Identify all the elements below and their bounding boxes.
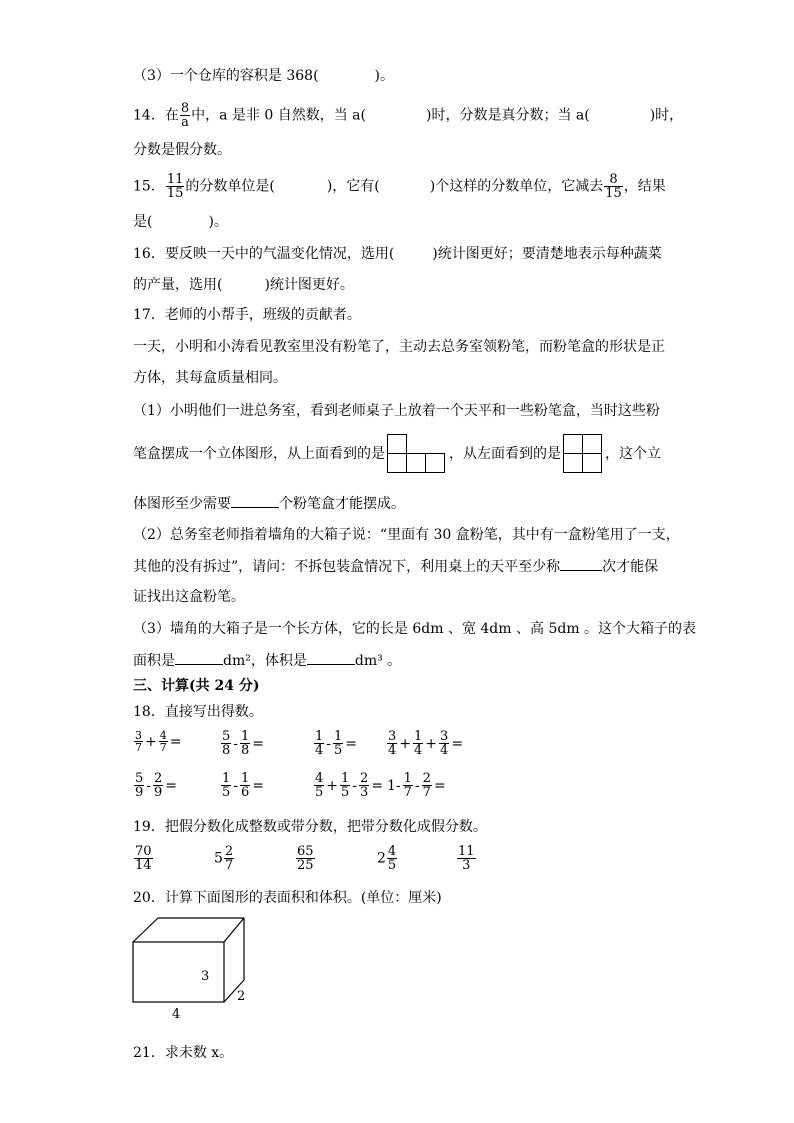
fraction <box>153 772 163 799</box>
q21-title: 21．求未数 x。 <box>133 1045 234 1061</box>
expression-r2-c4 <box>386 772 447 799</box>
expression-r1-c1 <box>133 730 182 753</box>
q14-line2: 分数是假分数。 <box>133 142 231 158</box>
operator: = <box>252 777 265 794</box>
fraction-denominator: 8 <box>222 743 231 758</box>
q17-part3-text-a: 面积是 <box>133 653 175 669</box>
fraction-denominator: 3 <box>457 858 476 872</box>
fraction <box>134 845 153 872</box>
operator: = <box>371 777 384 794</box>
answer-blank <box>175 650 223 665</box>
q19-number-4 <box>377 845 398 872</box>
operator: + <box>425 735 438 752</box>
cuboid-figure <box>126 912 266 1022</box>
fraction-denominator: 5 <box>387 858 397 873</box>
operator: - <box>352 777 358 794</box>
fraction-numerator: 8 <box>180 101 190 116</box>
fraction-denominator: 7 <box>422 785 431 800</box>
fraction-numerator: 2 <box>422 771 431 786</box>
fraction-numerator: 4 <box>387 844 397 859</box>
q17-part1-text-c: ，这个立 <box>605 446 661 462</box>
q16-line1 <box>133 244 662 264</box>
fraction-denominator: 9 <box>135 785 144 800</box>
operator: - <box>414 777 420 794</box>
fraction-denominator: 7 <box>403 785 412 800</box>
fraction-denominator: 4 <box>315 743 324 758</box>
fraction-numerator: 1 <box>341 771 350 786</box>
operator: = <box>169 733 182 750</box>
fraction-numerator: 1 <box>414 729 423 744</box>
fraction <box>439 730 449 757</box>
fraction-denominator: 9 <box>154 785 163 800</box>
fraction <box>340 772 350 799</box>
q14-text3: )时， <box>649 107 684 124</box>
q15-prefix: 15． <box>133 178 165 195</box>
fraction-numerator: 65 <box>297 844 314 859</box>
fraction-numerator: 5 <box>135 771 144 786</box>
fraction <box>413 730 423 757</box>
q14-prefix: 14．在 <box>133 107 179 124</box>
cuboid-height-label: 3 <box>201 969 210 984</box>
fraction-denominator: 4 <box>388 743 397 758</box>
answer-blank <box>307 650 355 665</box>
fraction-numerator: 4 <box>159 729 167 742</box>
operator: - <box>233 777 239 794</box>
whole-part: 5 <box>214 850 223 867</box>
fraction <box>359 772 369 799</box>
q17-intro-line2: 方体，其每盒质量相同。 <box>133 370 287 386</box>
q19-number-5 <box>456 845 477 872</box>
q17-part1-line2 <box>133 434 661 474</box>
q17-part2-line1: （2）总务室老师指着墙角的大箱子说：“里面有 30 盒粉笔，其中有一盒粉笔用了一支， <box>133 527 680 543</box>
fraction <box>457 845 476 872</box>
q13-part3: （3）一个仓库的容积是 368( )。 <box>133 68 395 84</box>
fraction-denominator: 7 <box>159 741 167 754</box>
q15-text1: 的分数单位是( <box>185 178 275 195</box>
fraction <box>403 772 413 799</box>
operator: + <box>326 777 339 794</box>
fraction-numerator: 3 <box>388 729 397 744</box>
fraction <box>314 730 324 757</box>
q14-fraction <box>180 102 190 129</box>
left-view-grid-icon <box>563 434 603 474</box>
operator: + <box>145 733 157 750</box>
fraction-denominator: 4 <box>414 743 423 758</box>
fraction-denominator: 25 <box>297 858 314 873</box>
q17-part1-line3 <box>133 493 405 514</box>
q16-line2: 的产量，选用( )统计图更好。 <box>133 277 354 293</box>
q17-intro-line1: 一天，小明和小涛看见教室里没有粉笔了，主动去总务室领粉笔，而粉笔盒的形状是正 <box>133 339 665 355</box>
q17-part2-text-a: 其他的没有拆过”，请问：不拆包装盒情况下，利用桌上的天平至少称 <box>133 559 561 575</box>
q17-part2-line3: 证找出这盒粉笔。 <box>133 589 245 605</box>
q19-number-3 <box>295 845 316 872</box>
fraction <box>134 730 143 753</box>
q17-title: 17．老师的小帮手，班级的贡献者。 <box>133 307 361 323</box>
expression-r1-c2 <box>220 730 265 757</box>
q17-part1-text-b: ，从左面看到的是 <box>449 446 561 462</box>
fraction-denominator: 5 <box>334 743 343 758</box>
q20-title: 20．计算下面图形的表面积和体积。(单位：厘米) <box>133 890 442 906</box>
fraction-denominator: 14 <box>135 858 152 873</box>
q18-title: 18．直接写出得数。 <box>133 704 263 720</box>
q15-text3: )个这样的分数单位，它减去 <box>429 178 604 195</box>
fraction <box>314 772 324 799</box>
fraction-denominator: 15 <box>605 186 622 201</box>
fraction-numerator: 2 <box>360 771 369 786</box>
operator: = <box>252 735 265 752</box>
expression-r1-c4 <box>386 730 464 757</box>
q15-text4: ，结果 <box>623 178 666 195</box>
q14-text2: )时，分数是真分数；当 a( <box>425 107 590 124</box>
q17-part1-text-e: 个粉笔盒才能摆成。 <box>279 496 405 512</box>
fraction-numerator: 1 <box>315 729 324 744</box>
answer-blank <box>231 493 279 508</box>
operator: = <box>433 777 446 794</box>
fraction <box>240 772 250 799</box>
operator: + <box>399 735 412 752</box>
fraction-numerator: 2 <box>154 771 163 786</box>
q17-part2-text-b: 次才能保 <box>602 559 659 575</box>
fraction-numerator: 1 <box>222 771 231 786</box>
q15-line1 <box>133 173 666 200</box>
fraction-denominator: 7 <box>135 741 142 754</box>
fraction-numerator: 11 <box>458 844 475 859</box>
cuboid-width-label: 2 <box>237 989 246 1004</box>
fraction <box>387 845 397 872</box>
q14-text1: 中，a 是非 0 自然数，当 a( <box>191 107 366 124</box>
expression-r2-c3 <box>313 772 384 799</box>
q15-line2: 是( )。 <box>133 214 228 230</box>
q17-part1-line1: （1）小明他们一进总务室，看到老师桌子上放着一个天平和一些粉笔盒，当时这些粉 <box>133 403 660 419</box>
q19-number-2 <box>214 845 235 872</box>
fraction-numerator: 3 <box>440 729 449 744</box>
top-view-grid-icon <box>387 434 447 474</box>
q17-part2-line2 <box>133 556 658 577</box>
fraction <box>387 730 397 757</box>
fraction <box>221 772 231 799</box>
fraction <box>159 730 168 753</box>
q15-fraction-2 <box>604 173 623 200</box>
fraction-denominator: 4 <box>440 743 449 758</box>
q17-part3-line1: （3）墙角的大箱子是一个长方体，它的长是 6dm 、宽 4dm 、高 5dm 。这个大箱子的表 <box>133 621 697 637</box>
q17-part3-line2 <box>133 650 401 671</box>
fraction <box>422 772 432 799</box>
q17-part3-text-c: dm³ 。 <box>354 653 402 669</box>
fraction-numerator: 70 <box>135 844 152 859</box>
fraction <box>224 845 234 872</box>
q16-text2: )统计图更好；要清楚地表示每种蔬菜 <box>432 246 662 262</box>
operator: - <box>326 735 332 752</box>
operator: - <box>233 735 239 752</box>
cuboid-length-label: 4 <box>172 1007 181 1022</box>
fraction-denominator: a <box>181 115 189 130</box>
operator: = <box>451 735 464 752</box>
fraction-numerator: 1 <box>403 771 412 786</box>
operator: = <box>165 777 178 794</box>
q15-fraction-1 <box>166 173 185 200</box>
fraction-numerator: 1 <box>241 771 250 786</box>
fraction-denominator: 8 <box>241 743 250 758</box>
fraction <box>240 730 250 757</box>
fraction-numerator: 3 <box>135 729 142 742</box>
fraction <box>296 845 315 872</box>
expression-r2-c1 <box>133 772 178 799</box>
q15-text2: )，它有( <box>326 178 380 195</box>
expression-r2-c2 <box>220 772 265 799</box>
fraction-numerator: 5 <box>222 729 231 744</box>
operator: - <box>146 777 152 794</box>
fraction-denominator: 5 <box>315 785 324 800</box>
fraction-numerator: 2 <box>224 844 234 859</box>
fraction-denominator: 6 <box>241 785 250 800</box>
fraction-numerator: 1 <box>241 729 250 744</box>
q17-part1-text-d: 体图形至少需要 <box>133 496 231 512</box>
operator: 1- <box>387 777 401 794</box>
q19-title: 19．把假分数化成整数或带分数，把带分数化成假分数。 <box>133 819 487 835</box>
fraction <box>134 772 144 799</box>
fraction-numerator: 4 <box>315 771 324 786</box>
fraction-denominator: 3 <box>360 785 369 800</box>
answer-blank <box>560 556 602 571</box>
q14-line1 <box>133 102 683 129</box>
fraction <box>333 730 343 757</box>
q17-part1-text-a: 笔盒摆成一个立体图形，从上面看到的是 <box>133 446 385 462</box>
section-3-heading: 三、计算(共 24 分) <box>133 678 260 694</box>
fraction-denominator: 5 <box>222 785 231 800</box>
fraction-numerator: 11 <box>166 172 184 187</box>
whole-part: 2 <box>377 850 386 867</box>
fraction-denominator: 15 <box>166 186 184 201</box>
fraction-denominator: 7 <box>224 858 234 873</box>
fraction-numerator: 8 <box>609 172 618 187</box>
operator: = <box>345 735 358 752</box>
expression-r1-c3 <box>313 730 358 757</box>
q16-text1: 16．要反映一天中的气温变化情况，选用( <box>133 246 395 262</box>
fraction-numerator: 1 <box>334 729 343 744</box>
fraction <box>221 730 231 757</box>
fraction-denominator: 5 <box>341 785 350 800</box>
q19-number-1 <box>133 845 154 872</box>
q17-part3-text-b: dm²，体积是 <box>223 653 307 669</box>
